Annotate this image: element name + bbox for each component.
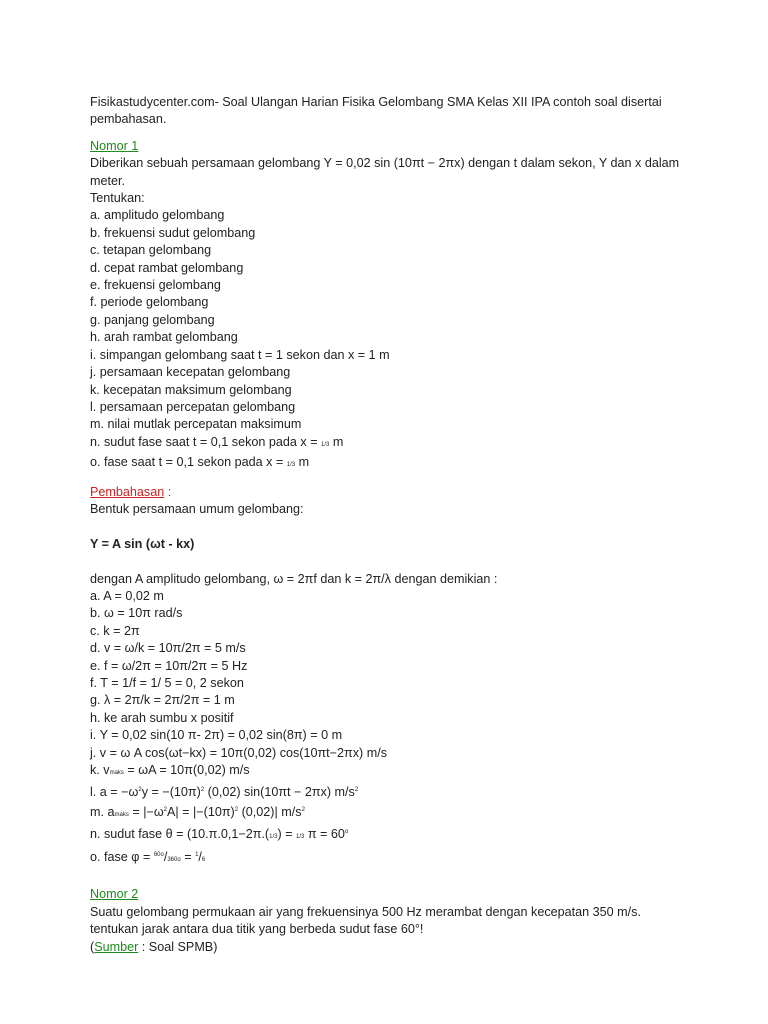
document-page [90, 94, 690, 956]
question-1-item: j. persamaan kecepatan gelombang [90, 365, 291, 380]
question-1-item: d. cepat rambat gelombang [90, 260, 244, 275]
source-link[interactable]: Sumber [94, 939, 139, 954]
question-1-item: l. persamaan percepatan gelombang [90, 399, 296, 414]
question-1-items [90, 207, 690, 433]
intro-text: Fisikastudycenter.com- Soal Ulangan Harian Fisika Gelombang SMA Kelas XII IPA contoh soal disertai pembahasan. [90, 95, 662, 127]
question-1-item-n: n. sudut fase saat t = 0,1 sekon pada x = 1/3 m [90, 434, 344, 449]
question-1-item: e. frekuensi gelombang [90, 278, 221, 293]
dengan-text: dengan A amplitudo gelombang, ω = 2πf dan k = 2π/λ dengan demikian : [90, 571, 498, 586]
question-1-text: Diberikan sebuah persamaan gelombang Y = 0,02 sin (10πt − 2πx) dengan t dalam sekon, Y dan x dalam meter. [90, 156, 680, 188]
question-2-heading: Nomor 2 [90, 887, 139, 902]
question-1-item: f. periode gelombang [90, 295, 209, 310]
question-1-item: a. amplitudo gelombang [90, 208, 225, 223]
answer-l: l. $a = -\omega^2y = -(10\pi)^2$ (0,02) sin(10πt − 2πx) $m/s^2$ [90, 785, 359, 800]
bentuk-text: Bentuk persamaan umum gelombang: [90, 501, 304, 516]
question-1-item: m. nilai mutlak percepatan maksimum [90, 417, 302, 432]
answer-item: b. ω = 10π rad/s [90, 606, 183, 621]
answer-item: d. v = ω/k = 10π/2π = 5 m/s [90, 641, 246, 656]
question-1-item: b. frekuensi sudut gelombang [90, 225, 256, 240]
general-wave-formula: Y = A sin (ωt - kx) [90, 536, 195, 551]
answer-o: o. fase φ = $^{60o}$/360o = $^1$/6 [90, 849, 206, 864]
tentukan-label: Tentukan: [90, 191, 145, 206]
question-1-item-o: o. fase saat t = 0,1 sekon pada x = 1/3 m [90, 455, 310, 470]
answer-item: h. ke arah sumbu x positif [90, 710, 234, 725]
answer-m: m. amaks = $|-\omega^2A| = |-(10\pi)^2$ (0,02)| $m/s^2$ [90, 804, 305, 819]
question-1-item: i. simpangan gelombang saat t = 1 sekon dan x = 1 m [90, 347, 390, 362]
question-1-item: g. panjang gelombang [90, 312, 215, 327]
answer-item: a. A = 0,02 m [90, 588, 164, 603]
answer-k: k. vmaks = ωA = 10π(0,02) m/s [90, 763, 250, 777]
answer-item: j. v = ω A cos(ωt−kx) = 10π(0,02) cos(10πt−2πx) m/s [90, 745, 388, 760]
question-2-source: (Sumber : Soal SPMB) [90, 939, 218, 954]
question-1-item: c. tetapan gelombang [90, 243, 212, 258]
answer-n: n. sudut fase θ = (10.π.0,1−2π.(1/3) = 1/3 $\pi = 60^o$ [90, 827, 349, 842]
answer-item: c. k = 2π [90, 623, 140, 638]
question-2-text: Suatu gelombang permukaan air yang frekuensinya 500 Hz merambat dengan kecepatan 350 m/s. tentukan jarak antara dua titik yang berbeda sudut fase 60°! [90, 904, 641, 937]
question-1-item: k. kecepatan maksimum gelombang [90, 382, 292, 397]
pembahasan-heading: Pembahasan : [90, 484, 172, 499]
answer-list [90, 588, 690, 762]
answer-item: i. Y = 0,02 sin(10 π- 2π) = 0,02 sin(8π) = 0 m [90, 728, 343, 743]
question-1-item: h. arah rambat gelombang [90, 330, 238, 345]
answer-item: f. T = 1/f = 1/ 5 = 0, 2 sekon [90, 675, 244, 690]
answer-item: g. λ = 2π/k = 2π/2π = 1 m [90, 693, 235, 708]
question-1-heading: Nomor 1 [90, 138, 139, 153]
answer-item: e. f = ω/2π = 10π/2π = 5 Hz [90, 658, 248, 673]
